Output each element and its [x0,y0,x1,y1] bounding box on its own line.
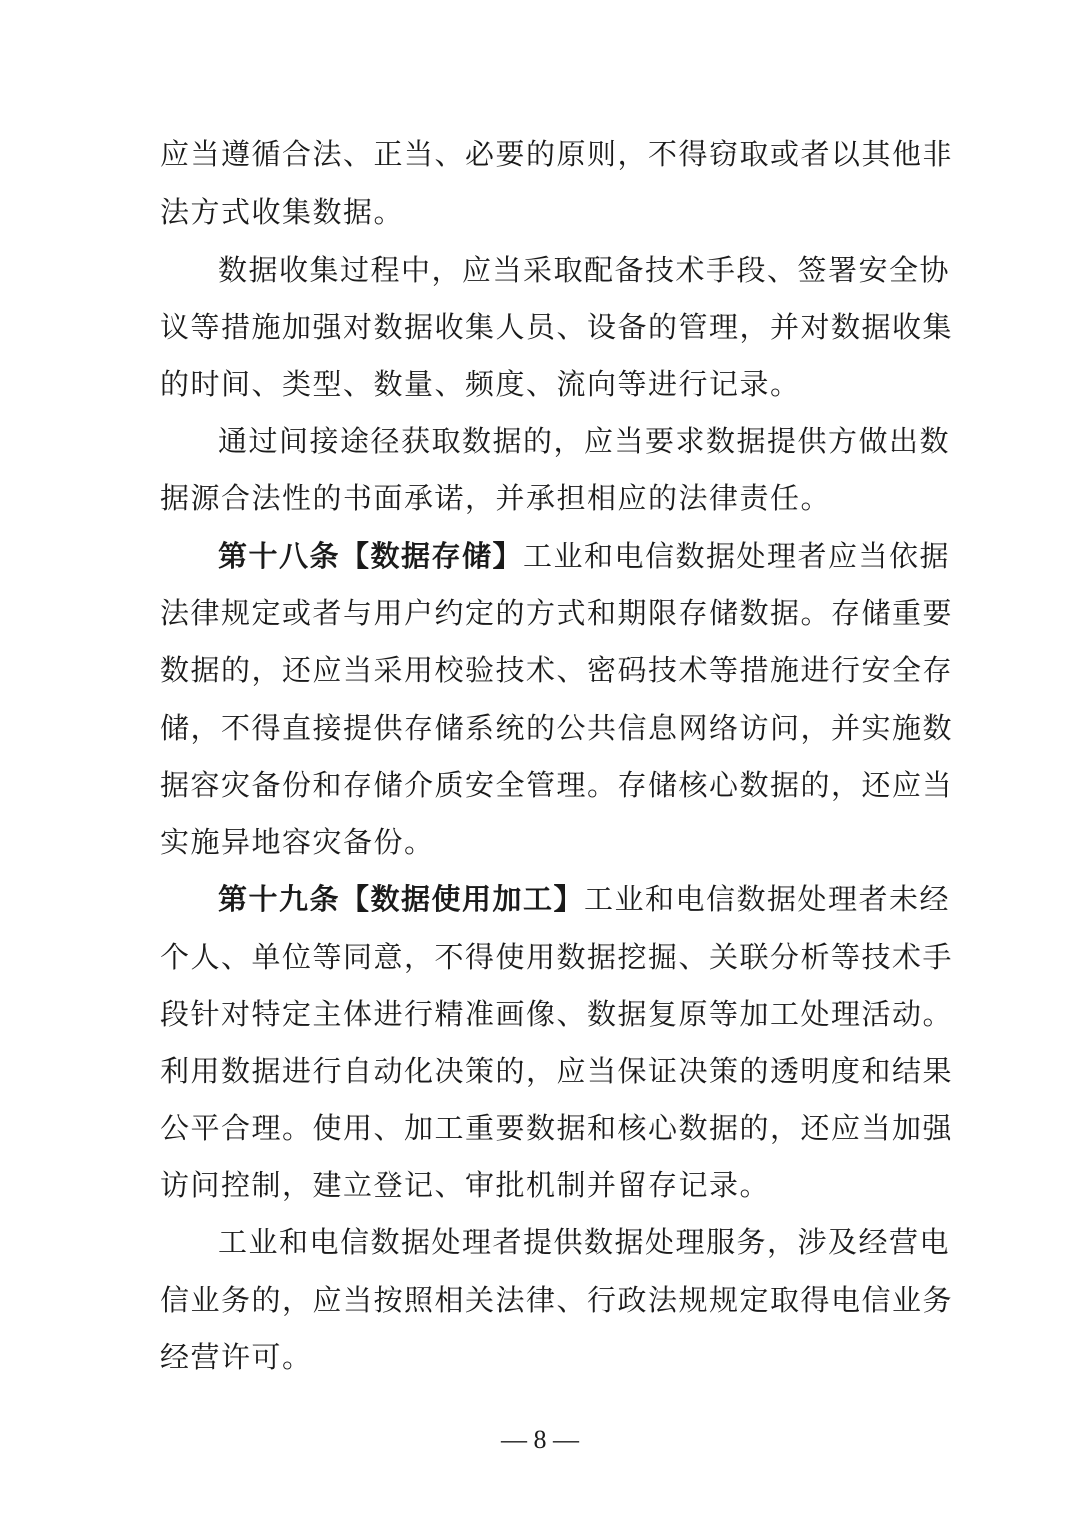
text-line: 储，不得直接提供存储系统的公共信息网络访问，并实施数 [160,711,954,745]
article-19-heading: 第十九条【数据使用加工】 [218,882,585,916]
text-line: 个人、单位等同意，不得使用数据挖掘、关联分析等技术手 [160,940,954,974]
text-line: 法方式收集数据。 [160,195,405,229]
article-19-text: 工业和电信数据处理者未经 [584,882,951,916]
text-line: 的时间、类型、数量、频度、流向等进行记录。 [160,367,801,401]
text-line: 访问控制，建立登记、审批机制并留存记录。 [160,1168,771,1202]
article-heading-line [160,536,951,576]
text-line: 应当遵循合法、正当、必要的原则，不得窃取或者以其他非 [160,137,954,171]
text-line: 信业务的，应当按照相关法律、行政法规规定取得电信业务 [160,1283,954,1317]
text-line: 经营许可。 [160,1340,313,1374]
article-heading-line [160,879,951,919]
text-line: 公平合理。使用、加工重要数据和核心数据的，还应当加强 [160,1111,954,1145]
text-line: 利用数据进行自动化决策的，应当保证决策的透明度和结果 [160,1054,954,1088]
text-line: 数据的，还应当采用校验技术、密码技术等措施进行安全存 [160,653,954,687]
text-line: 据源合法性的书面承诺，并承担相应的法律责任。 [160,481,832,515]
text-line: 通过间接途径获取数据的，应当要求数据提供方做出数 [218,424,951,458]
article-18-heading: 第十八条【数据存储】 [218,539,524,573]
text-line: 议等措施加强对数据收集人员、设备的管理，并对数据收集 [160,310,954,344]
article-18-text: 工业和电信数据处理者应当依据 [523,539,951,573]
text-line: 工业和电信数据处理者提供数据处理服务，涉及经营电 [218,1225,951,1259]
text-line: 据容灾备份和存储介质安全管理。存储核心数据的，还应当 [160,768,954,802]
text-line: 实施异地容灾备份。 [160,825,435,859]
text-line: 法律规定或者与用户约定的方式和期限存储数据。存储重要 [160,596,954,630]
page-number: — 8 — [501,1425,579,1454]
text-line: 数据收集过程中，应当采取配备技术手段、签署安全协 [218,253,951,287]
text-line: 段针对特定主体进行精准画像、数据复原等加工处理活动。 [160,997,954,1031]
